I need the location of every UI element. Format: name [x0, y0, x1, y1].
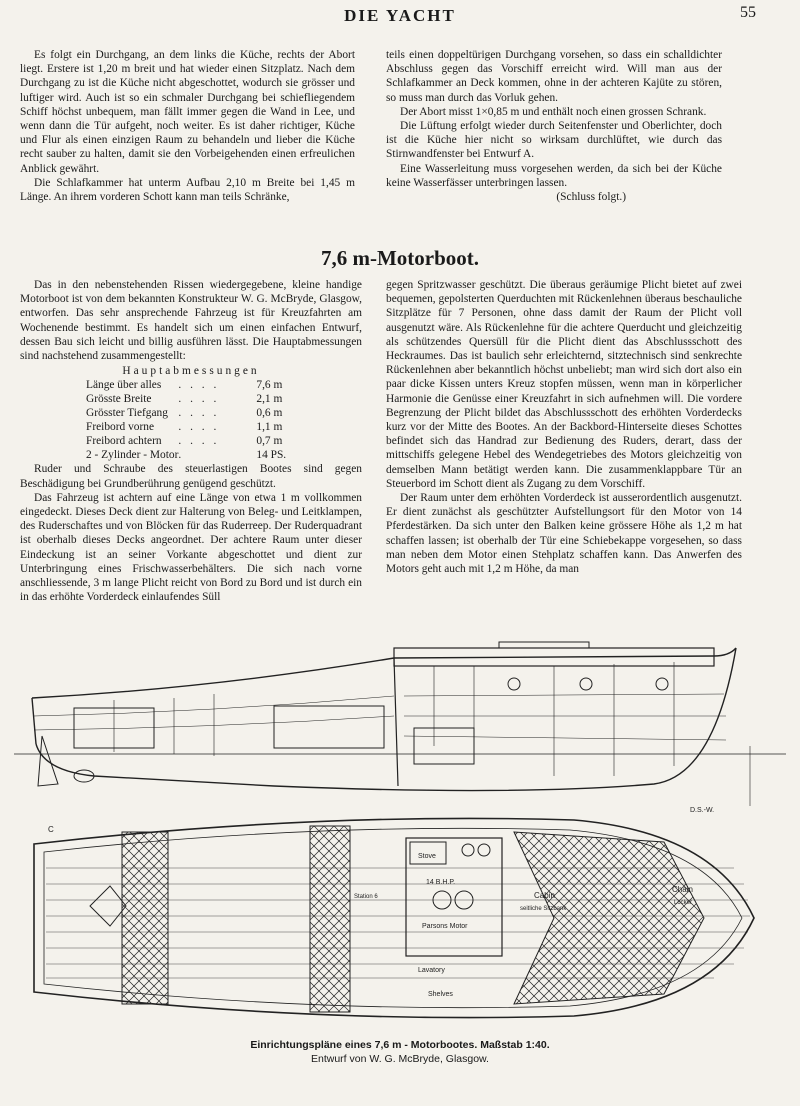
article-right-column	[386, 278, 742, 576]
spec-value: 0,6 m	[256, 407, 283, 420]
hp-label: 14 B.H.P.	[426, 879, 456, 886]
spec-leader: . . . .	[178, 435, 220, 448]
article-title: 7,6 m-Motorboot.	[320, 246, 480, 270]
hatch	[499, 642, 589, 648]
profile-view	[14, 642, 786, 806]
spec-label: Grösste Breite	[86, 393, 152, 406]
figure-caption	[0, 1038, 800, 1066]
spec-value: 14 PS.	[256, 449, 287, 462]
plan-view	[34, 807, 754, 1018]
chain-sub-label: Locker	[674, 900, 693, 906]
paragraph: gegen Spritzwasser geschützt. Die überaus geräumige Plicht bietet auf zwei bequemen, gepolsterten Querduchten mit Rückenlehnen überaus beschauliche Sitzplätze für 7 Personen, ohne dass damit der Raum der Plicht voll ausgenutzt wäre. Als Rückenlehne für die achtere Querducht und gleichzeitig als schützendes Quersüll für die Plicht dient das Abschlussschott des Heckraumes. Das ist baulich sehr erleichternd, sitztechnisch sind senkrechte Rückenlehnen aber bekanntlich höchst unbeliebt; man wird sich dort also ein paar dicke Kissen unters Kreuz stopfen müssen, wenn man in körperlicher Harmonie die Genüsse einer Kreuzfahrt in sich aufnehmen will. Die vordere Begrenzung der Plicht bildet das Abschlussschott des erhöhten Vorderdecks kurz vor der Mitte des Bootes. An der Backbord-Hinterseite dieses Schottes befindet sich das Handrad zur Bedienung des Ruders, derart, dass der mittschiffs gelegene Hebel des Wendegetriebes des Motors gleichzeitig von demselben Mann betätigt werden kann. Die zusammenklappbare Tür an Steuerbord im Schott dient als Zugang zu dem Vorschiff.	[386, 279, 742, 490]
spec-row	[86, 406, 286, 420]
caption-line-2: Entwurf von W. G. McBryde, Glasgow.	[311, 1053, 489, 1065]
paragraph: teils einen doppeltürigen Durchgang vorsehen, so dass ein schalldichter Abschluss gegen das Vorschiff erreicht wird. Will man aus der Schlafkammer an Deck kommen, ohne in der achteren Kajüte zu stören, so muss man durch das Vorluk gehen.	[386, 49, 722, 104]
porthole	[656, 678, 668, 690]
sheer-line	[32, 648, 736, 698]
page-number: 55	[740, 4, 756, 21]
spec-leader: .	[178, 449, 185, 462]
motor-label: Parsons Motor	[422, 923, 468, 930]
lavatory-label: Lavatory	[418, 967, 445, 974]
porthole	[508, 678, 520, 690]
spec-row	[86, 392, 286, 406]
rudder-quadrant	[90, 886, 126, 926]
article-left-column	[20, 278, 362, 604]
scale-note: D.S.-W.	[690, 807, 715, 814]
caption-scale: Maßstab 1:40.	[480, 1039, 550, 1051]
spec-row	[86, 434, 286, 448]
spec-value: 0,7 m	[256, 435, 283, 448]
gas-ring	[478, 844, 490, 856]
paragraph: Die Schlafkammer hat unterm Aufbau 2,10 m Breite bei 1,45 m Länge. An ihrem vorderen Schott kann man teils Schränke,	[20, 176, 355, 204]
continuation-note: (Schluss folgt.)	[556, 191, 626, 204]
paragraph: Das Fahrzeug ist achtern auf eine Länge von etwa 1 m vollkommen eingedeckt. Dieses Deck dient zur Halterung von Beleg- und Leitklampen, des Ruderschaftes und von Blöcken für das Ruderreep. Der Ruderquadrant ist oberhalb dieses Decks angeordnet. Der achtere Raum unter dieser Eindeckung ist an seiner Vorkante abgeschottet und dient zur Unterbringung eines Frischwasserbehälters. Die sich nach vorne anschliessende, 3 m lange Plicht reicht von Bord zu Bord und ist durch ein in das erhöhte Vorderdeck einlaufendes Süll	[20, 491, 362, 604]
spec-value: 1,1 m	[256, 421, 283, 434]
paragraph: Es folgt ein Durchgang, an dem links die Küche, rechts der Abort liegt. Erstere ist 1,20 m breit und hat wieder einen Sitzplatz. Nach dem Durchgang zu ist die Küche nicht abgeschottet, wodurch sie grösser und luftiger wird. Auch ist so ein schmaler Durchgang bei schiefliegendem Schiff höchst unbequem, man fällt immer gegen die Wand in Lee, und wenn dann die Tür aufgeht, noch weiter. Es ist daher richtiger, Küche und Flur als einen einzigen Raum zu behandeln und lieber die Küche recht sauber zu halten, damit sie den Vorbeigehenden einen erfreulichen Anblick gewährt.	[20, 49, 355, 175]
station-label: Station 6	[354, 894, 378, 900]
cabin-sub-label: seitliche Sitzbank	[520, 906, 567, 912]
fore-bench	[274, 706, 384, 748]
boat-plans-drawing	[14, 636, 786, 1036]
spec-value: 7,6 m	[256, 379, 283, 392]
spec-label: Grösster Tiefgang	[86, 407, 168, 420]
shelves-label: Shelves	[428, 991, 453, 998]
spec-label: Länge über alles	[86, 379, 162, 392]
top-article-right-column	[386, 48, 722, 204]
hull-bottom	[36, 648, 736, 791]
specs-heading: Hauptabmessungen	[122, 365, 260, 378]
spec-row	[86, 420, 286, 434]
top-article-left-column	[20, 48, 355, 204]
spec-value: 2,1 m	[256, 393, 283, 406]
journal-title: DIE YACHT	[344, 6, 456, 25]
cabin-label: Cabin	[534, 891, 555, 900]
gas-ring	[462, 844, 474, 856]
cockpit-grating	[310, 826, 350, 1012]
spec-leader: . . . .	[178, 393, 220, 406]
caption-line-1	[0, 1038, 800, 1052]
stove-label: Stove	[418, 853, 436, 860]
stern	[32, 698, 36, 744]
porthole	[580, 678, 592, 690]
specs-table	[86, 378, 286, 462]
spec-row	[86, 448, 286, 462]
spec-leader: . . . .	[178, 379, 220, 392]
spec-label: Freibord achtern	[86, 435, 162, 448]
paragraph: Eine Wasserleitung muss vorgesehen werden, da sich bei der Küche keine Wasserfässer unterbringen lassen.	[386, 162, 722, 189]
engine-block	[414, 728, 474, 764]
planking	[34, 694, 726, 740]
chain-label: Chain	[672, 885, 693, 894]
spec-row	[86, 378, 286, 392]
paragraph: Der Raum unter dem erhöhten Vorderdeck ist ausserordentlich ausgenutzt. Er dient zunächst als geschützter Aufstellungsort für den Motor von 14 Pferdestärken. Da sich unter den Balken keine grössere Höhe als 1,2 m hat schaffen lassen; ist oberhalb der Tür eine Schiebekappe vorgesehen, so dass man neben dem Motor einen Stehplatz schaffen kann. Das Anwerfen des Motors geht auch mit 1,2 m Höhe, da man	[386, 492, 742, 576]
paragraph: Die Lüftung erfolgt wieder durch Seitenfenster und Oberlichter, doch ist die Küche hier nicht so wirksam durchlüftet, wie durch das Stirnwandfenster bei Entwurf A.	[386, 120, 722, 161]
spec-leader: . . . .	[178, 407, 220, 420]
bulkhead	[394, 658, 398, 786]
spec-label: Freibord vorne	[86, 421, 155, 434]
spec-leader: . . . .	[178, 421, 220, 434]
article-intro: Das in den nebenstehenden Rissen wiedergegebene, kleine handige Motorboot ist von dem bekannten Konstrukteur W. G. McBryde, Glasgow, entworfen. Das sehr ansprechende Fahrzeug ist für Kreuzfahrten am Wochenende bestimmt. Es handelt sich um einen einfachen Entwurf, dessen Bau sich leicht und billig ausführen lässt. Die Hauptabmessungen sind nachstehend zusammengestellt:	[20, 279, 362, 363]
paragraph: Der Abort misst 1×0,85 m und enthält noch einen grossen Schrank.	[400, 105, 707, 118]
mark-c: C	[48, 825, 54, 834]
spec-label: 2 - Zylinder - Motor	[86, 449, 179, 462]
paragraph: Ruder und Schraube des steuerlastigen Bootes sind gegen Beschädigung bei Grundberührung genügend geschützt.	[20, 463, 362, 490]
aft-grating	[122, 832, 168, 1004]
caption-title: Einrichtungspläne eines 7,6 m - Motorbootes.	[250, 1039, 478, 1051]
